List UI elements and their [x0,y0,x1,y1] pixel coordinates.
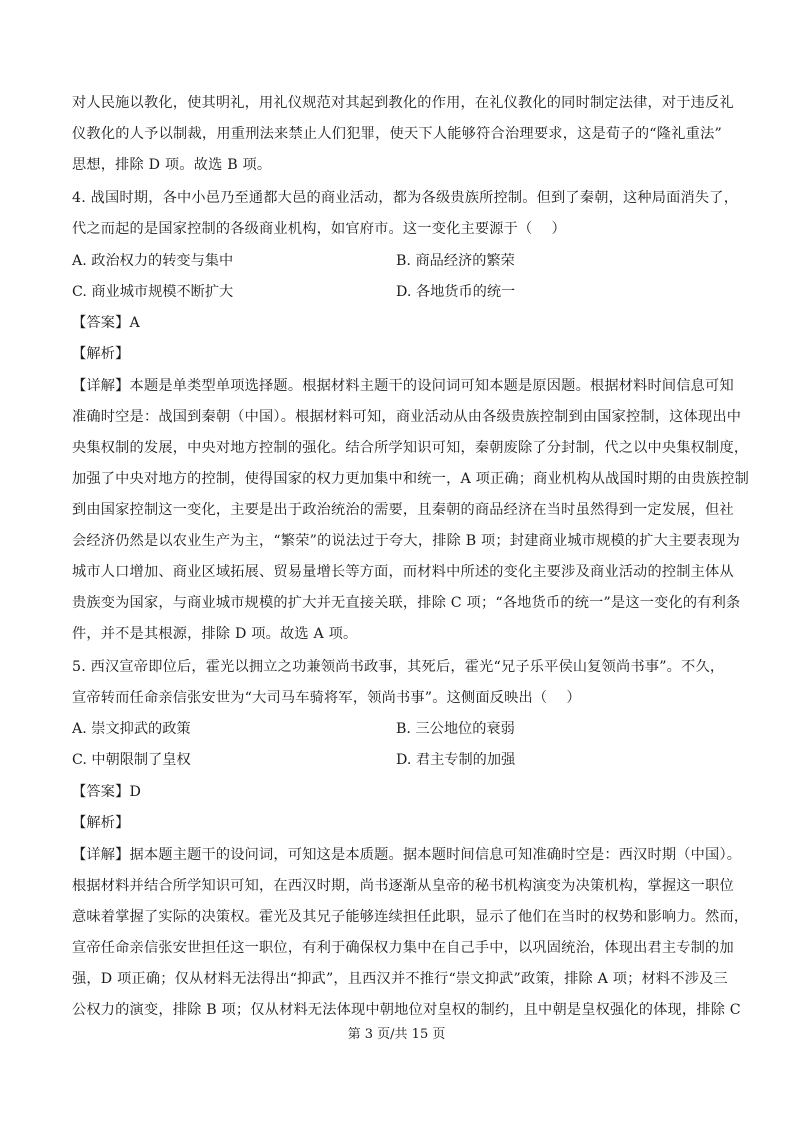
question-4-stem: 4. 战国时期，各中小邑乃至通都大邑的商业活动，都为各级贵族所控制。但到了秦朝，这种局面消失了， [72,190,739,206]
text-line: 对人民施以教化，使其明礼，用礼仪规范对其起到教化的作用，在礼仪教化的同时制定法律，对于违反礼 [72,95,734,111]
q4-explanation-line: 加强了中央对地方的控制，使得国家的权力更加集中和统一，A 项正确；商业机构从战国时期的由贵族控制 [72,471,749,487]
q4-option-b: B. 商品经济的繁荣 [396,253,515,269]
question-5-stem: 5. 西汉宣帝即位后，霍光以拥立之功兼领尚书政事，其死后，霍光“兄子乐平侯山复领尚书事”。不久， [72,659,725,675]
q4-option-a: A. 政治权力的转变与集中 [72,253,234,269]
q5-option-d: D. 君主专制的加强 [396,752,516,768]
q5-explanation-line: 公权力的演变，排除 B 项；仅从材料无法体现中朝地位对皇权的制约，且中朝是皇权强化的体现，排除 C [72,1002,741,1018]
q5-explanation-line: 宣帝任命亲信张安世担任这一职位，有利于确保权力集中在自己手中，以巩固统治，体现出君主专制的加 [72,940,734,956]
q5-explanation-line: 强，D 项正确；仅从材料无法得出“抑武”，且西汉并不推行“崇文抑武”政策，排除 A 项；材料不涉及三 [72,971,728,987]
text-line: 仪教化的人予以制裁，用重刑法来禁止人们犯罪，使天下人能够符合治理要求，这是荀子的“隆礼重法” [72,126,722,142]
q4-explanation-line: 到由国家控制这一变化，主要是出于政治统治的需要，且秦朝的商品经济在当时虽然得到一定发展，但社 [72,502,734,518]
q4-explanation-line: 央集权制的发展，中央对地方控制的强化。结合所学知识可知，秦朝废除了分封制，代之以中央集权制度， [72,440,749,456]
q4-option-d: D. 各地货币的统一 [396,284,516,300]
q5-analysis-heading: 【解析】 [72,815,130,831]
q4-explanation-line: 贵族变为国家，与商业城市规模的扩大并无直接关联，排除 C 项；“各地货币的统一”是这一变化的有利条 [72,595,741,611]
q4-analysis-heading: 【解析】 [72,346,130,362]
q5-explanation-line: 根据材料并结合所学知识可知，在西汉时期，尚书逐渐从皇帝的秘书机构演变为决策机构，掌握这一职位 [72,878,734,894]
q5-explanation-line: 【详解】据本题主题干的设问词，可知这是本质题。据本题时间信息可知准确时空是：西汉时期（中国）。 [72,847,742,863]
q5-answer: 【答案】D [72,784,142,800]
q5-option-c: C. 中朝限制了皇权 [72,752,191,768]
q4-explanation-line: 件，并不是其根源，排除 D 项。故选 A 项。 [72,626,358,642]
question-4-stem: 代之而起的是国家控制的各级商业机构，如官府市。这一变化主要源于（ ） [72,221,566,237]
q4-option-c: C. 商业城市规模不断扩大 [72,284,234,300]
text-line: 思想，排除 D 项。故选 B 项。 [72,157,272,173]
q4-answer: 【答案】A [72,315,140,331]
q4-explanation-line: 会经济仍然是以农业生产为主，“繁荣”的说法过于夸大，排除 B 项；封建商业城市规模的扩大主要表现为 [72,533,741,549]
q5-option-a: A. 崇文抑武的政策 [72,721,191,737]
q5-option-b: B. 三公地位的衰弱 [396,721,515,737]
q5-explanation-line: 意味着掌握了实际的决策权。霍光及其兄子能够连续担任此职，显示了他们在当时的权势和影响力。然而， [72,909,749,925]
q4-explanation-line: 准确时空是：战国到秦朝（中国）。根据材料可知，商业活动从由各级贵族控制到由国家控制，这体现出中 [72,409,742,425]
q4-explanation-line: 【详解】本题是单类型单项选择题。根据材料主题干的设问词可知本题是原因题。根据材料时间信息可知 [72,378,734,394]
q4-explanation-line: 城市人口增加、商业区域拓展、贸易量增长等方面，而材料中所述的变化主要涉及商业活动的控制主体从 [72,564,734,580]
question-5-stem: 宣帝转而任命亲信张安世为“大司马车骑将军，领尚书事”。这侧面反映出（ ） [72,690,581,706]
page-number-footer: 第 3 页/共 15 页 [347,1027,446,1042]
